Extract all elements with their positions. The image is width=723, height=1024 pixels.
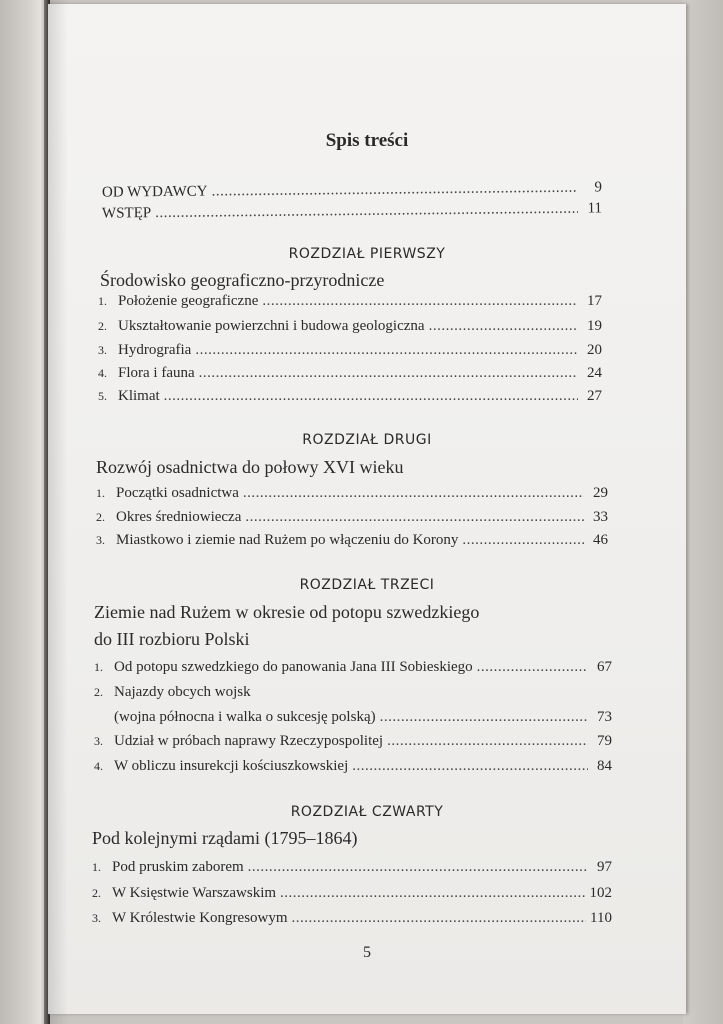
toc-page: 79 <box>597 733 612 749</box>
toc-entry-od-wydawcy <box>102 179 602 201</box>
toc-number: 1. <box>98 294 107 308</box>
chapter-title-4: Pod kolejnymi rządami (1795–1864) <box>92 828 358 848</box>
page-number: 5 <box>363 944 371 961</box>
toc-entry <box>92 910 612 927</box>
toc-number: 3. <box>92 911 101 925</box>
leader-dots <box>164 388 578 405</box>
toc-label: Położenie geograficzne <box>118 293 259 309</box>
toc-entry <box>96 532 608 549</box>
chapter-heading-4: ROZDZIAŁ CZWARTY <box>290 804 444 820</box>
toc-page: 9 <box>594 179 603 196</box>
toc-number: 3. <box>98 343 107 357</box>
toc-number: 1. <box>92 860 101 874</box>
toc-page: 24 <box>587 365 602 381</box>
toc-label: W obliczu insurekcji kościuszkowskiej <box>114 758 349 774</box>
toc-label: Ukształtowanie powierzchni i budowa geologiczna <box>118 318 425 334</box>
toc-page: 17 <box>587 293 602 309</box>
page-gutter-shadow <box>48 0 68 1024</box>
chapter-title-3-line-1: Ziemie nad Rużem w okresie od potopu szwedzkiego <box>94 602 480 622</box>
leader-dots <box>477 659 588 676</box>
toc-number: 4. <box>94 759 103 773</box>
toc-number: 2. <box>98 319 107 333</box>
toc-entry-wstep <box>102 200 602 222</box>
toc-label: OD WYDAWCY <box>101 183 208 201</box>
toc-label: Hydrografia <box>118 342 192 358</box>
toc-number: 1. <box>94 660 103 674</box>
toc-number: 5. <box>98 389 107 403</box>
toc-label: Od potopu szwedzkiego do panowania Jana III Sobieskiego <box>114 659 473 675</box>
leader-dots <box>195 342 578 359</box>
toc-number: 1. <box>96 486 105 500</box>
toc-entry <box>98 342 602 359</box>
leader-dots <box>352 758 588 775</box>
toc-entry <box>98 388 602 405</box>
leader-dots <box>199 365 578 382</box>
toc-page: 97 <box>597 859 612 875</box>
toc-page: 84 <box>597 758 612 774</box>
leader-dots <box>262 293 578 310</box>
chapter-title-3-line-2: do III rozbioru Polski <box>94 629 250 649</box>
toc-entry <box>92 885 612 902</box>
toc-label: W Królestwie Kongresowym <box>112 910 288 926</box>
chapter-heading-2: ROZDZIAŁ DRUGI <box>302 432 432 448</box>
toc-entry <box>92 859 612 876</box>
toc-entry <box>94 733 612 750</box>
background <box>683 0 723 1024</box>
toc-entry <box>96 509 608 526</box>
toc-label: W Księstwie Warszawskim <box>112 885 277 901</box>
toc-page: 27 <box>587 388 602 404</box>
toc-label: Pod pruskim zaborem <box>112 859 244 875</box>
leader-dots <box>243 485 584 502</box>
toc-number: 3. <box>96 533 105 547</box>
page-title: Spis treści <box>325 130 409 151</box>
toc-page: 73 <box>597 709 612 725</box>
toc-entry <box>98 293 602 310</box>
toc-entry <box>96 485 608 502</box>
toc-label: Okres średniowiecza <box>116 509 242 525</box>
toc-page: 110 <box>590 910 612 926</box>
toc-entry <box>94 758 612 775</box>
toc-page: 29 <box>593 485 608 501</box>
toc-page: 33 <box>593 509 608 525</box>
toc-label: Najazdy obcych wojsk <box>114 684 251 700</box>
toc-label: Udział w próbach naprawy Rzeczypospolitej <box>114 733 384 749</box>
toc-page: 20 <box>587 342 602 358</box>
toc-entry <box>98 318 602 335</box>
toc-page: 19 <box>587 318 602 334</box>
toc-page: 67 <box>597 659 612 675</box>
leader-dots <box>462 532 584 549</box>
book-page <box>48 4 686 1014</box>
chapter-title-2: Rozwój osadnictwa do połowy XVI wieku <box>96 457 404 477</box>
toc-label: Klimat <box>118 388 160 404</box>
leader-dots <box>387 733 588 750</box>
toc-entry <box>98 365 602 382</box>
book-left-pages <box>0 0 48 1024</box>
toc-page: 11 <box>587 200 603 217</box>
toc-page: 102 <box>589 885 612 901</box>
toc-entry-continuation <box>114 709 612 726</box>
toc-number: 2. <box>92 886 101 900</box>
chapter-heading-1: ROZDZIAŁ PIERWSZY <box>288 246 446 262</box>
toc-number: 4. <box>98 366 107 380</box>
leader-dots <box>248 859 588 876</box>
toc-entry-label-line <box>94 684 612 701</box>
toc-entry <box>94 659 612 676</box>
leader-dots <box>280 885 585 902</box>
leader-dots <box>429 318 578 335</box>
chapter-title-1: Środowisko geograficzno-przyrodnicze <box>100 270 385 290</box>
leader-dots <box>245 509 584 526</box>
toc-label: Flora i fauna <box>118 365 195 381</box>
leader-dots <box>155 201 578 222</box>
toc-label: Miastkowo i ziemie nad Rużem po włączeniu do Korony <box>116 532 459 548</box>
toc-label: Początki osadnictwa <box>116 485 239 501</box>
leader-dots <box>212 180 579 201</box>
toc-label-continued: (wojna północna i walka o sukcesję polską) <box>114 709 376 725</box>
chapter-heading-3: ROZDZIAŁ TRZECI <box>299 577 435 593</box>
leader-dots <box>380 709 588 726</box>
toc-number: 2. <box>94 685 103 699</box>
leader-dots <box>292 910 587 927</box>
toc-label: WSTĘP <box>101 205 152 222</box>
toc-number: 2. <box>96 510 105 524</box>
toc-number: 3. <box>94 734 103 748</box>
toc-page: 46 <box>593 532 608 548</box>
